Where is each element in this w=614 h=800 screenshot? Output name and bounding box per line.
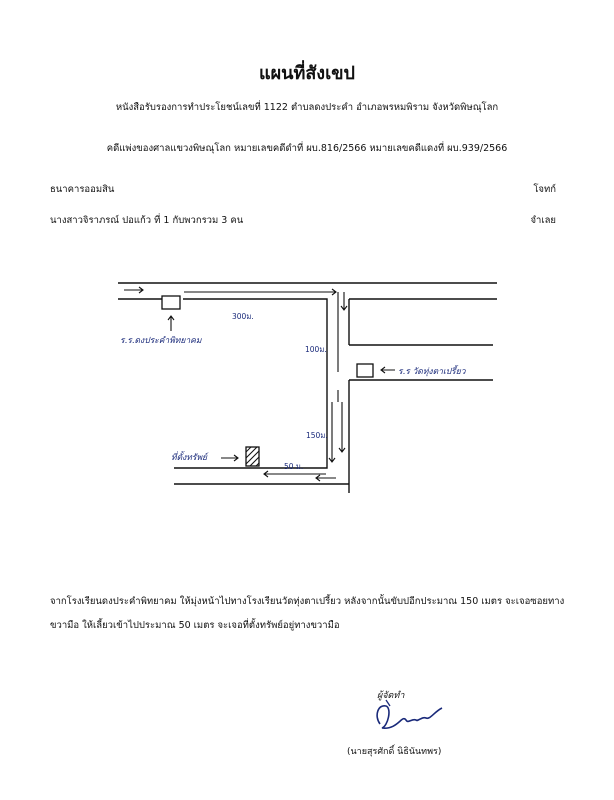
pointer-school-2-icon bbox=[381, 367, 395, 373]
label-property: ที่ตั้งทรัพย์ bbox=[171, 453, 208, 463]
school-2-box bbox=[357, 364, 373, 377]
label-school-2: ร.ร วัดทุ่งตาเปรี้ยว bbox=[398, 367, 466, 377]
distance-300: 300ม. bbox=[232, 312, 254, 321]
label-school-1: ร.ร.ดงประคำพิทยาคม bbox=[120, 336, 202, 346]
directions-paragraph: จากโรงเรียนดงประคำพิทยาคม ให้มุ่งหน้าไปทางโรงเรียนวัดทุ่งตาเปรี้ยว หลังจากนั้นขับปอีกประมาณ 150 เมตร จะเจอซอยทางขวามือ ให้เลี้ยวเข้าไปประมาณ 50 เมตร จะเจอที่ตั้งทรัพย์อยู่ทางขวามือ bbox=[50, 596, 565, 631]
signature-mark bbox=[372, 696, 452, 736]
arrow-down-icon-2 bbox=[339, 402, 345, 452]
plaintiff-role: โจทก์ bbox=[533, 184, 556, 195]
arrow-50-icon bbox=[264, 471, 326, 477]
plaintiff-name: ธนาคารออมสิน bbox=[50, 184, 115, 195]
school-1-box bbox=[162, 296, 180, 309]
case-number-line: คดีแพ่งของศาลแขวงพิษณุโลก หมายเลขคดีดำที่ ผบ.816/2566 หมายเลขคดีแดงที่ ผบ.939/2566 bbox=[106, 143, 508, 154]
signature-label: ผู้จัดทำ bbox=[377, 691, 405, 701]
defendant-role: จำเลย bbox=[530, 215, 556, 226]
map-title: แผนที่สังเขป bbox=[259, 63, 355, 84]
arrow-left-icon bbox=[316, 475, 336, 481]
distance-100: 100ม. bbox=[305, 345, 327, 354]
pointer-property-icon bbox=[221, 455, 238, 461]
signer-name: (นายสุรศักดิ์ นิธินันทพร) bbox=[347, 747, 442, 757]
distance-50: 50 ม. bbox=[284, 462, 304, 471]
arrow-150-icon bbox=[329, 402, 335, 462]
pointer-school-1-icon bbox=[168, 316, 174, 331]
arrow-down-icon-1 bbox=[341, 292, 347, 310]
road-edge-inner-left bbox=[174, 299, 327, 468]
arrow-entry-icon bbox=[124, 287, 143, 293]
arrow-300-icon bbox=[184, 289, 336, 295]
certificate-line: หนังสือรับรองการทำประโยชน์เลขที่ 1122 ตำบลดงประคำ อำเภอพรหมพิราม จังหวัดพิษณุโลก bbox=[115, 102, 499, 113]
defendant-name: นางสาวจิราภรณ์ ปอแก้ว ที่ 1 กับพวกรวม 3 คน bbox=[50, 215, 244, 226]
distance-150: 150ม. bbox=[306, 431, 328, 440]
